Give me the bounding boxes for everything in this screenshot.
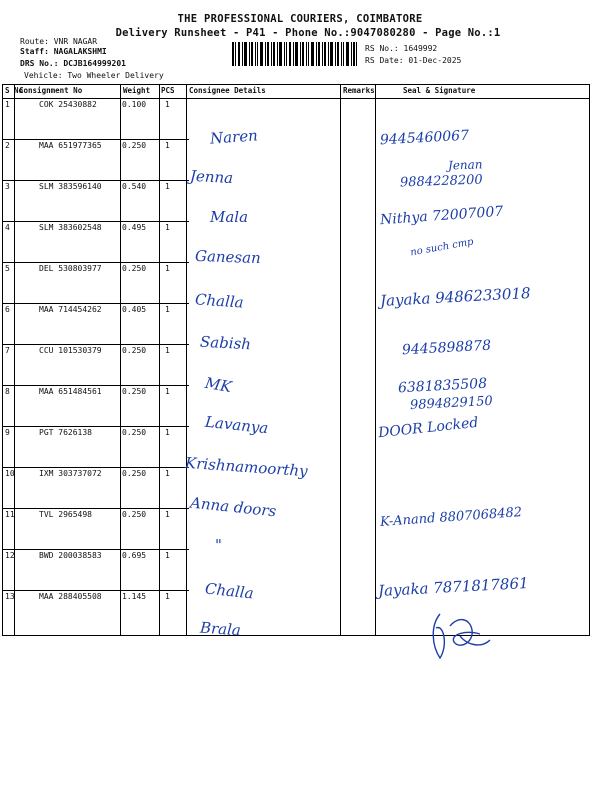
handwritten-signature: DOOR Locked — [377, 414, 480, 442]
staff-label: Staff: NAGALAKSHMI — [20, 47, 107, 56]
col-seal: Seal & Signature — [403, 86, 476, 95]
handwritten-consignee: Ganesan — [194, 246, 262, 268]
handwritten-signature: Jayaka 7871817861 — [377, 574, 529, 600]
row-consignment: MAA 288405508 — [39, 592, 102, 601]
row-weight: 0.540 — [122, 182, 147, 191]
table-row — [3, 344, 189, 385]
row-weight: 0.250 — [122, 346, 147, 355]
handwritten-consignee: MK — [203, 373, 233, 397]
row-consignment: CCU 101530379 — [39, 346, 102, 355]
row-sno: 5 — [5, 264, 10, 273]
runsheet-table — [2, 84, 590, 636]
row-sno: 13 — [5, 592, 15, 601]
row-divider — [3, 385, 189, 386]
divider — [340, 84, 341, 636]
row-consignment: COK 25430882 — [39, 100, 97, 109]
rs-date: RS Date: 01-Dec-2025 — [365, 56, 462, 65]
row-divider — [3, 221, 189, 222]
row-divider — [3, 467, 189, 468]
row-sno: 3 — [5, 182, 10, 191]
handwritten-consignee: Lavanya — [204, 412, 270, 438]
col-consignee: Consignee Details — [189, 86, 266, 95]
table-row — [3, 303, 189, 344]
row-sno: 4 — [5, 223, 10, 232]
row-divider — [3, 303, 189, 304]
company-title: THE PROFESSIONAL COURIERS, COIMBATORE — [177, 13, 423, 25]
handwritten-signature: 6381835508 — [397, 375, 488, 397]
row-sno: 1 — [5, 100, 10, 109]
row-pcs: 1 — [165, 510, 170, 519]
col-remarks: Remarks — [343, 86, 375, 95]
row-pcs: 1 — [165, 469, 170, 478]
row-divider — [3, 549, 189, 550]
row-divider — [3, 426, 189, 427]
row-weight: 0.495 — [122, 223, 147, 232]
col-weight: Weight — [123, 86, 151, 95]
col-sno: S No — [5, 86, 24, 95]
row-pcs: 1 — [165, 141, 170, 150]
row-pcs: 1 — [165, 551, 170, 560]
row-consignment: DEL 530803977 — [39, 264, 102, 273]
row-sno: 12 — [5, 551, 15, 560]
table-row — [3, 467, 189, 508]
table-row — [3, 549, 189, 590]
row-consignment: MAA 714454262 — [39, 305, 102, 314]
handwritten-signature: K-Anand 8807068482 — [379, 505, 523, 530]
table-header — [3, 84, 589, 99]
handwritten-consignee: Jenna — [189, 166, 234, 188]
row-weight: 0.100 — [122, 100, 147, 109]
row-weight: 0.250 — [122, 264, 147, 273]
row-divider — [3, 344, 189, 345]
row-pcs: 1 — [165, 264, 170, 273]
row-sno: 8 — [5, 387, 10, 396]
row-divider — [3, 262, 189, 263]
row-weight: 0.250 — [122, 141, 147, 150]
row-pcs: 1 — [165, 428, 170, 437]
col-consignment: Consignment No — [19, 86, 83, 95]
divider — [375, 84, 376, 636]
handwritten-consignee: Challa — [194, 290, 245, 312]
row-pcs: 1 — [165, 305, 170, 314]
row-sno: 11 — [5, 510, 15, 519]
col-pcs: PCS — [161, 86, 175, 95]
row-pcs: 1 — [165, 346, 170, 355]
handwritten-consignee: " — [215, 536, 222, 554]
route-label: Route: VNR NAGAR — [20, 37, 98, 46]
handwritten-signature: 9884228200 — [399, 172, 483, 191]
row-pcs: 1 — [165, 100, 170, 109]
row-pcs: 1 — [165, 223, 170, 232]
table-row — [3, 590, 189, 631]
row-consignment: MAA 651977365 — [39, 141, 102, 150]
rs-number: RS No.: 1649992 — [365, 44, 438, 53]
row-consignment: PGT 7626138 — [39, 428, 92, 437]
row-consignment: TVL 2965498 — [39, 510, 92, 519]
row-divider — [3, 590, 189, 591]
row-sno: 2 — [5, 141, 10, 150]
handwritten-signature: no such cmp — [409, 236, 475, 259]
table-row — [3, 508, 189, 549]
row-weight: 1.145 — [122, 592, 147, 601]
handwritten-signature: Jenan — [447, 157, 483, 173]
handwritten-consignee: Naren — [209, 126, 259, 148]
barcode-icon — [232, 42, 357, 66]
table-row — [3, 221, 189, 262]
drs-label: DRS No.: DCJB164999201 — [20, 59, 126, 68]
handwritten-consignee: Mala — [210, 208, 249, 226]
handwritten-signature: 9894829150 — [409, 393, 494, 414]
handwritten-signature: 9445898878 — [401, 337, 492, 359]
row-weight: 0.250 — [122, 428, 147, 437]
row-pcs: 1 — [165, 182, 170, 191]
table-row — [3, 385, 189, 426]
row-sno: 6 — [5, 305, 10, 314]
row-consignment: SLM 383602548 — [39, 223, 102, 232]
row-weight: 0.405 — [122, 305, 147, 314]
handwritten-signature: 9445460067 — [379, 127, 470, 149]
row-weight: 0.250 — [122, 510, 147, 519]
table-row — [3, 426, 189, 467]
row-divider — [3, 180, 189, 181]
row-weight: 0.695 — [122, 551, 147, 560]
handwritten-signature: Nithya 72007007 — [379, 203, 504, 229]
table-row — [3, 139, 189, 180]
handwritten-consignee: Challa — [204, 579, 255, 603]
row-consignment: MAA 651484561 — [39, 387, 102, 396]
row-divider — [3, 508, 189, 509]
table-row — [3, 262, 189, 303]
row-pcs: 1 — [165, 592, 170, 601]
handwritten-consignee: Anna doors — [189, 493, 278, 521]
row-weight: 0.250 — [122, 469, 147, 478]
table-row — [3, 98, 189, 139]
signature-scribble-icon — [410, 606, 500, 666]
handwritten-consignee: Brala — [199, 618, 242, 640]
row-weight: 0.250 — [122, 387, 147, 396]
handwritten-consignee: Krishnamoorthy — [184, 453, 309, 481]
row-consignment: BWD 200038583 — [39, 551, 102, 560]
vehicle-label: Vehicle: Two Wheeler Delivery — [24, 71, 164, 80]
handwritten-signature: Jayaka 9486233018 — [379, 284, 531, 310]
table-bottom-border — [3, 635, 589, 636]
row-sno: 10 — [5, 469, 15, 478]
table-row — [3, 180, 189, 221]
row-pcs: 1 — [165, 387, 170, 396]
row-sno: 7 — [5, 346, 10, 355]
handwritten-consignee: Sabish — [199, 332, 252, 354]
row-divider — [3, 139, 189, 140]
runsheet-subtitle: Delivery Runsheet - P41 - Phone No.:9047080280 - Page No.:1 — [115, 27, 501, 39]
row-sno: 9 — [5, 428, 10, 437]
row-consignment: SLM 383596140 — [39, 182, 102, 191]
row-consignment: IXM 303737072 — [39, 469, 102, 478]
